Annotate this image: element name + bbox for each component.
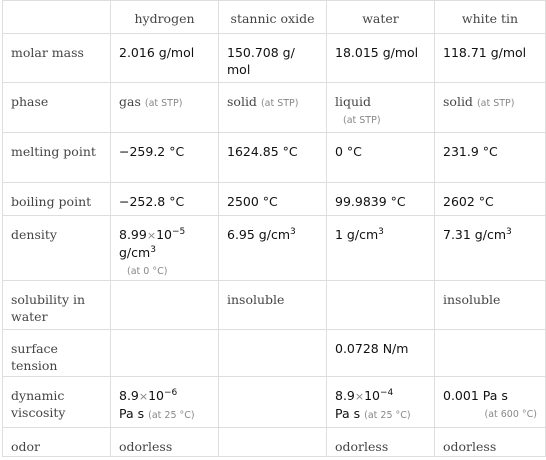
- cell-water-viscosity: [327, 377, 435, 428]
- times-sign: ×: [146, 229, 157, 242]
- header-hydrogen: hydrogen: [111, 1, 219, 34]
- cell-stannic-oxide-boiling-point: 2500 °C: [219, 183, 327, 216]
- cell-stannic-oxide-molar-mass: 150.708 g/ mol: [219, 34, 327, 83]
- cell-water-solubility: [327, 281, 435, 330]
- row-label: surface tension: [3, 330, 111, 377]
- cell-white-tin-odor: odorless: [435, 428, 546, 457]
- cell-hydrogen-boiling-point: −252.8 °C: [111, 183, 219, 216]
- mantissa: 8.9: [119, 388, 139, 403]
- cell-white-tin-melting-point: 231.9 °C: [435, 133, 546, 183]
- condition-note: (at 600 °C): [484, 409, 537, 420]
- phase-value: liquid: [335, 94, 372, 109]
- cell-stannic-oxide-solubility: insoluble: [219, 281, 327, 330]
- row-label: density: [3, 216, 111, 281]
- header-corner: [3, 1, 111, 34]
- cell-water-molar-mass: 18.015 g/mol: [327, 34, 435, 83]
- cell-stannic-oxide-surface-tension: [219, 330, 327, 377]
- cell-water-density: [327, 216, 435, 281]
- table-row-solubility: [3, 281, 546, 330]
- cell-white-tin-surface-tension: [435, 330, 546, 377]
- cell-hydrogen-surface-tension: [111, 330, 219, 377]
- phase-value: solid: [227, 94, 257, 109]
- density-value: 1 g/cm: [335, 227, 379, 242]
- row-label: odor: [3, 428, 111, 457]
- exponent: −5: [171, 226, 186, 237]
- row-label: molar mass: [3, 34, 111, 83]
- row-label: melting point: [3, 133, 111, 183]
- condition-note: (at STP): [343, 115, 381, 126]
- condition-note: (at 0 °C): [127, 266, 168, 277]
- row-label: phase: [3, 83, 111, 133]
- cell-water-melting-point: 0 °C: [327, 133, 435, 183]
- cell-hydrogen-density: [111, 216, 219, 281]
- base: 10: [156, 227, 172, 242]
- row-label: solubility in water: [3, 281, 111, 330]
- times-sign: ×: [354, 390, 365, 403]
- table-row-dynamic-viscosity: [3, 377, 546, 428]
- unit: g/cm: [119, 245, 151, 260]
- phase-value: solid: [443, 94, 473, 109]
- table-row-melting-point: [3, 133, 546, 183]
- exponent: −6: [164, 387, 178, 398]
- cell-hydrogen-solubility: [111, 281, 219, 330]
- viscosity-value: 0.001 Pa s: [443, 388, 508, 403]
- header-water: water: [327, 1, 435, 34]
- condition-note: (at STP): [260, 98, 299, 109]
- header-stannic-oxide: stannic oxide: [219, 1, 327, 34]
- density-value: 6.95 g/cm: [227, 227, 291, 242]
- cell-white-tin-molar-mass: 118.71 g/mol: [435, 34, 546, 83]
- times-sign: ×: [138, 390, 149, 403]
- table-row-boiling-point: [3, 183, 546, 216]
- unit-exponent: 3: [506, 226, 512, 237]
- mantissa: 8.99: [119, 227, 147, 242]
- density-value: 7.31 g/cm: [443, 227, 507, 242]
- header-row: [3, 1, 546, 34]
- table-row-surface-tension: [3, 330, 546, 377]
- cell-hydrogen-melting-point: −259.2 °C: [111, 133, 219, 183]
- cell-white-tin-boiling-point: 2602 °C: [435, 183, 546, 216]
- cell-water-odor: odorless: [327, 428, 435, 457]
- table-row-molar-mass: [3, 34, 546, 83]
- properties-table: [2, 0, 546, 457]
- cell-hydrogen-molar-mass: 2.016 g/mol: [111, 34, 219, 83]
- table-row-density: [3, 216, 546, 281]
- header-white-tin: white tin: [435, 1, 546, 34]
- cell-stannic-oxide-melting-point: 1624.85 °C: [219, 133, 327, 183]
- condition-note: (at 25 °C): [148, 410, 195, 421]
- unit: Pa s: [335, 406, 361, 421]
- cell-water-surface-tension: 0.0728 N/m: [327, 330, 435, 377]
- cell-stannic-oxide-viscosity: [219, 377, 327, 428]
- base: 10: [364, 388, 381, 403]
- row-label: boiling point: [3, 183, 111, 216]
- cell-stannic-oxide-density: [219, 216, 327, 281]
- unit-exponent: 3: [378, 226, 384, 237]
- cell-stannic-oxide-phase: [219, 83, 327, 133]
- table-row-phase: [3, 83, 546, 133]
- condition-note: (at 25 °C): [364, 410, 411, 421]
- cell-white-tin-viscosity: [435, 377, 546, 428]
- table-row-odor: [3, 428, 546, 457]
- cell-stannic-oxide-odor: [219, 428, 327, 457]
- exponent: −4: [380, 387, 394, 398]
- phase-value: gas: [119, 94, 141, 109]
- row-label: dynamic viscosity: [3, 377, 111, 428]
- condition-note: (at STP): [476, 98, 515, 109]
- unit: Pa s: [119, 406, 145, 421]
- condition-note: (at STP): [144, 98, 183, 109]
- mantissa: 8.9: [335, 388, 355, 403]
- unit-exponent: 3: [150, 244, 156, 255]
- base: 10: [148, 388, 165, 403]
- cell-hydrogen-odor: odorless: [111, 428, 219, 457]
- cell-white-tin-solubility: insoluble: [435, 281, 546, 330]
- cell-hydrogen-viscosity: [111, 377, 219, 428]
- cell-white-tin-phase: [435, 83, 546, 133]
- cell-water-phase: [327, 83, 435, 133]
- unit-exponent: 3: [290, 226, 296, 237]
- cell-hydrogen-phase: [111, 83, 219, 133]
- cell-white-tin-density: [435, 216, 546, 281]
- cell-water-boiling-point: 99.9839 °C: [327, 183, 435, 216]
